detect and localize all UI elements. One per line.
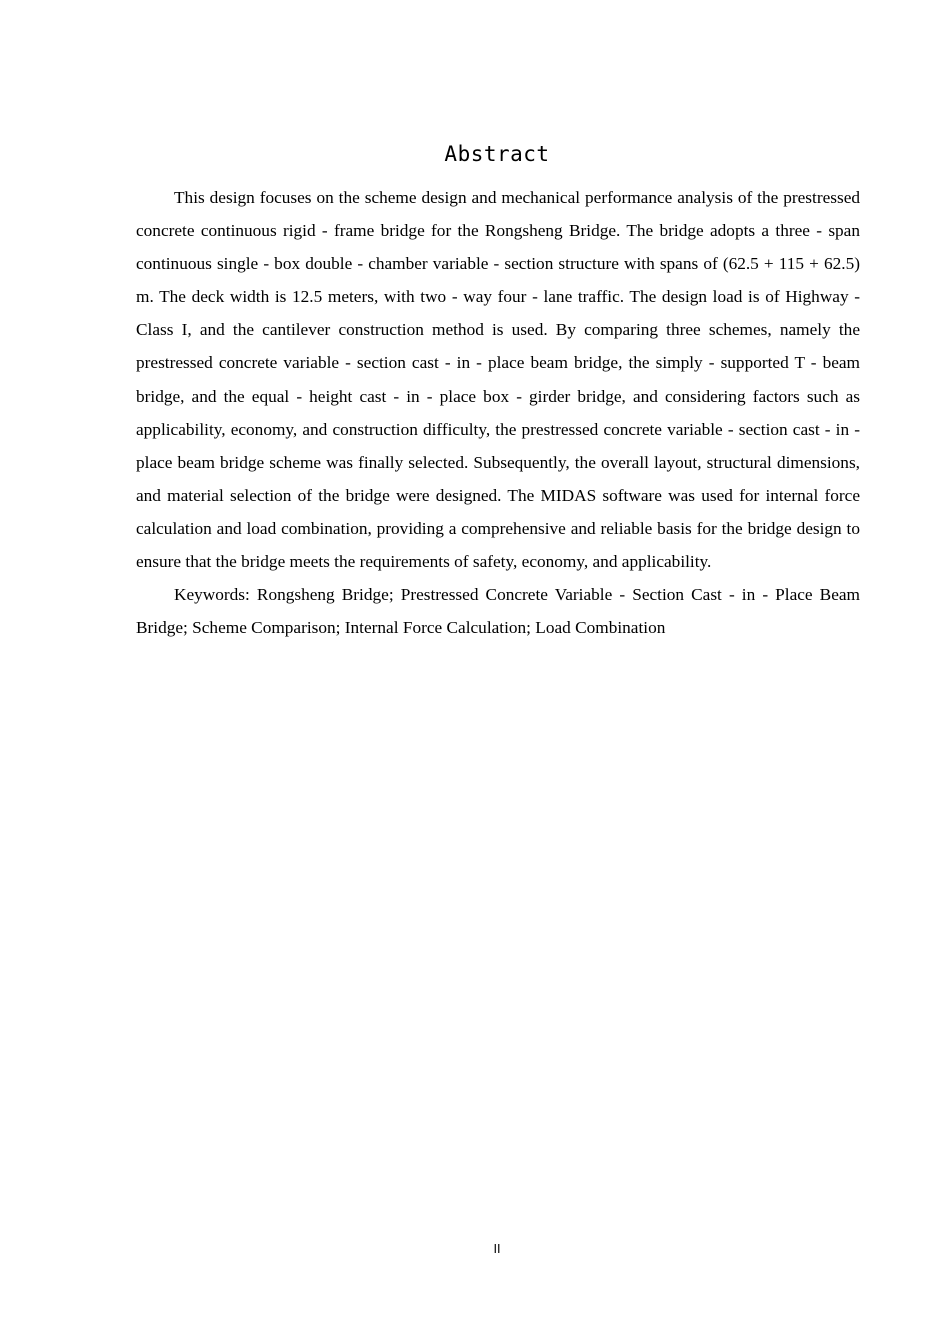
keywords-paragraph: Keywords: Rongsheng Bridge; Prestressed Concrete Variable - Section Cast - in - Place Beam Bridge; Scheme Comparison; Internal Force Calculation; Load Combination xyxy=(136,585,860,638)
abstract-title: Abstract xyxy=(444,142,550,166)
page-number: II xyxy=(493,1242,501,1256)
abstract-body xyxy=(136,181,860,644)
abstract-paragraph: This design focuses on the scheme design and mechanical performance analysis of the prestressed concrete continuous rigid - frame bridge for the Rongsheng Bridge. The bridge adopts a three - span continuous single - box double - chamber variable - section structure with spans of (62.5 + 115 + 62.5) m. The deck width is 12.5 meters, with two - way four - lane traffic. The design load is of Highway - Class I, and the cantilever construction method is used. By comparing three schemes, namely the prestressed concrete variable - section cast - in - place beam bridge, the simply - supported T - beam bridge, and the equal - height cast - in - place box - girder bridge, and considering factors such as applicability, economy, and construction difficulty, the prestressed concrete variable - section cast - in - place beam bridge scheme was finally selected. Subsequently, the overall layout, structural dimensions, and material selection of the bridge were designed. The MIDAS software was used for internal force calculation and load combination, providing a comprehensive and reliable basis for the bridge design to ensure that the bridge meets the requirements of safety, economy, and applicability. xyxy=(136,188,860,572)
